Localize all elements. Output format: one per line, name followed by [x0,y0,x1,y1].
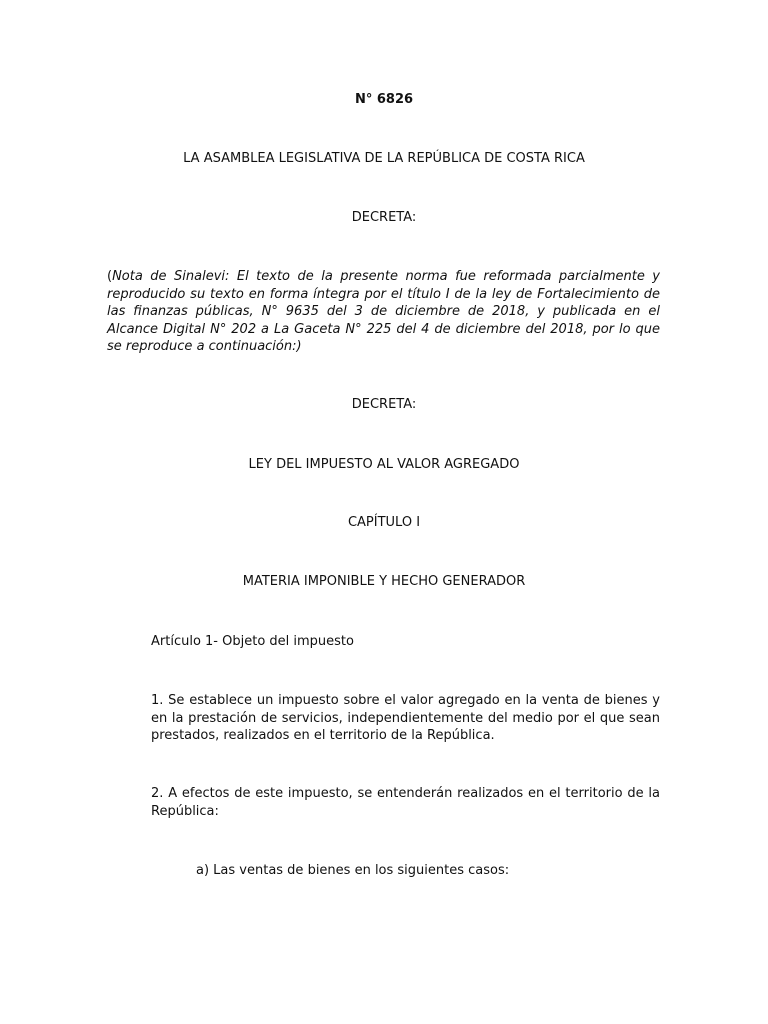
decreta-heading-2: DECRETA: [351,397,417,412]
item-a: a) Las ventas de bienes en los siguientes casos: [196,863,510,878]
sinalevi-note [107,268,660,356]
law-title: LEY DEL IMPUESTO AL VALOR AGREGADO [248,457,520,472]
note-open-paren: ( [107,269,113,284]
chapter-heading: CAPÍTULO I [347,515,421,530]
law-number: N° 6826 [354,92,414,107]
assembly-heading: LA ASAMBLEA LEGISLATIVA DE LA REPÚBLICA DE COSTA RICA [183,151,585,166]
paragraph-2: 2. A efectos de este impuesto, se entenderán realizados en el territorio de la República: [151,786,660,819]
decreta-heading-1: DECRETA: [351,210,417,225]
paragraph-1: 1. Se establece un impuesto sobre el valor agregado en la venta de bienes y en la prestación de servicios, independientemente del medio por el que sean prestados, realizados en el territorio de la República. [151,693,660,743]
chapter-title: MATERIA IMPONIBLE Y HECHO GENERADOR [242,574,526,589]
note-text: Nota de Sinalevi: El texto de la presente norma fue reformada parcialmente y reproducido su texto en forma íntegra por el título I de la ley de Fortalecimiento de las finanzas públicas, N° 9635 del 3 de diciembre de 2018, y publicada en el Alcance Digital N° 202 a La Gaceta N° 225 del 4 de diciembre del 2018, por lo que se reproduce a continuación:) [107,269,660,354]
article-heading: Artículo 1- Objeto del impuesto [151,634,354,649]
